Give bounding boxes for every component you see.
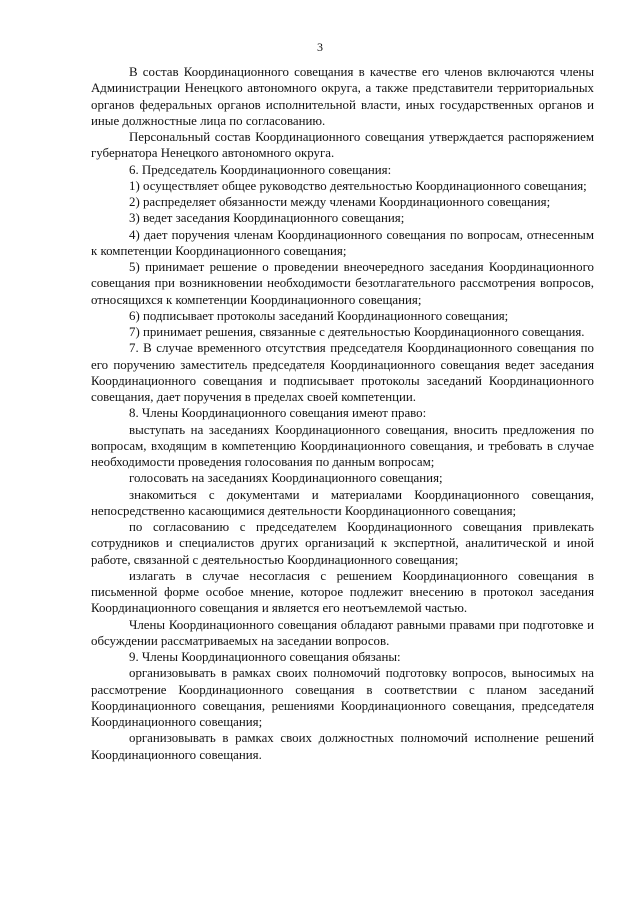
paragraph: 1) осуществляет общее руководство деятельностью Координационного совещания; [129, 178, 587, 193]
paragraph: В состав Координационного совещания в качестве его членов включаются члены Администрации Ненецкого автономного округа, а также представители территориальных органов федеральных органов исполнительной власти, иных государственных органов и иные должностные лица по согласованию. [91, 65, 594, 128]
page-number: 3 [317, 40, 323, 54]
paragraph: Персональный состав Координационного совещания утверждается распоряжением губернатора Ненецкого автономного округа. [91, 130, 594, 161]
paragraph: 6) подписывает протоколы заседаний Координационного совещания; [129, 308, 509, 323]
paragraph: Члены Координационного совещания обладают равными правами при подготовке и обсуждении рассматриваемых на заседании вопросов. [91, 617, 594, 648]
paragraph: 5) принимает решение о проведении внеочередного заседания Координационного совещания при возникновении необходимости безотлагательного рассмотрения вопросов, относящихся к компетенции Координационного совещания; [91, 260, 594, 307]
paragraph: выступать на заседаниях Координационного совещания, вносить предложения по вопросам, входящим в компетенцию Координационного совещания, и требовать в случае необходимости проведения голосования по данным вопросам; [91, 422, 594, 469]
paragraph: организовывать в рамках своих полномочий подготовку вопросов, выносимых на рассмотрение Координационного совещания в соответствии с планом заседаний Координационного совещания, решениями Координационного совещания, председателя Координационного совещания; [91, 666, 594, 729]
paragraph: по согласованию с председателем Координационного совещания привлекать сотрудников и специалистов других организаций к экспертной, аналитической и иной работе, связанной с деятельностью Координационного совещания; [91, 520, 594, 567]
document-body [91, 64, 594, 763]
paragraph: организовывать в рамках своих должностных полномочий исполнение решений Координационного совещания. [91, 731, 594, 762]
paragraph: излагать в случае несогласия с решением Координационного совещания в письменной форме особое мнение, которое подлежит внесению в протокол заседания Координационного совещания и является его неотъемлемой частью. [91, 568, 594, 616]
paragraph: 7) принимает решения, связанные с деятельностью Координационного совещания. [129, 325, 585, 339]
paragraph: 9. Члены Координационного совещания обязаны: [129, 650, 401, 664]
paragraph: 3) ведет заседания Координационного совещания; [129, 211, 405, 226]
paragraph: голосовать на заседаниях Координационного совещания; [129, 471, 443, 486]
paragraph: 4) дает поручения членам Координационного совещания по вопросам, отнесенным к компетенции Координационного совещания; [91, 227, 594, 258]
paragraph: знакомиться с документами и материалами Координационного совещания, непосредственно касающимися деятельности Координационного совещания; [91, 487, 594, 518]
paragraph: 7. В случае временного отсутствия председателя Координационного совещания по его поручению заместитель председателя Координационного совещания ведет заседания Координационного совещания и подписывает протоколы заседаний Координационного совещания, дает поручения в пределах своей компетенции. [91, 341, 594, 404]
paragraph: 8. Члены Координационного совещания имеют право: [129, 406, 427, 421]
paragraph: 2) распределяет обязанности между членами Координационного совещания; [129, 195, 551, 209]
paragraph: 6. Председатель Координационного совещания: [129, 162, 392, 177]
